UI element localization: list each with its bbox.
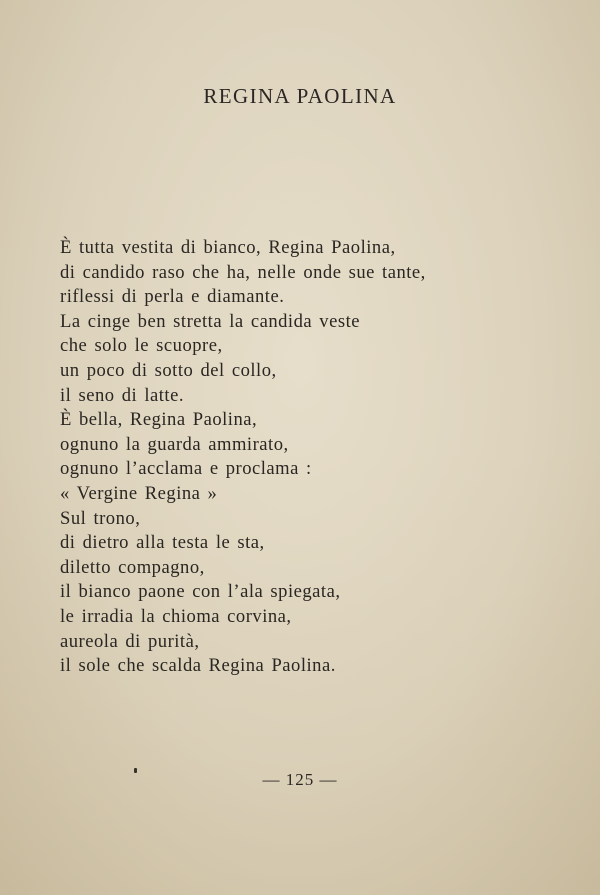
poem-line: aureola di purità, <box>60 630 200 652</box>
poem-line: « Vergine Regina » <box>60 482 218 504</box>
poem-title: REGINA PAOLINA <box>203 84 397 108</box>
poem-body <box>60 236 426 679</box>
poem-line: diletto compagno, <box>60 556 205 578</box>
poem-line: di candido raso che ha, nelle onde sue tante, <box>60 261 426 283</box>
poem-line: il sole che scalda Regina Paolina. <box>60 655 336 677</box>
poem-line: Sul trono, <box>60 507 141 529</box>
poem-line: La cinge ben stretta la candida veste <box>60 310 360 332</box>
poem-line: È bella, Regina Paolina, <box>60 409 258 431</box>
poem-line: di dietro alla testa le sta, <box>60 532 265 554</box>
poem-line: un poco di sotto del collo, <box>60 359 277 381</box>
poem-line: ognuno la guarda ammirato, <box>60 433 289 455</box>
poem-line: le irradia la chioma corvina, <box>60 605 292 627</box>
poem-line: che solo le scuopre, <box>60 335 223 357</box>
poem-line: riflessi di perla e diamante. <box>60 286 285 308</box>
poem-line: il seno di latte. <box>60 384 184 406</box>
poem-line: ognuno l’acclama e proclama : <box>60 458 312 480</box>
poem-line: È tutta vestita di bianco, Regina Paolina, <box>60 237 396 258</box>
page-number: — 125 — <box>262 770 338 789</box>
poem-line: il bianco paone con l’ala spiegata, <box>60 581 341 603</box>
